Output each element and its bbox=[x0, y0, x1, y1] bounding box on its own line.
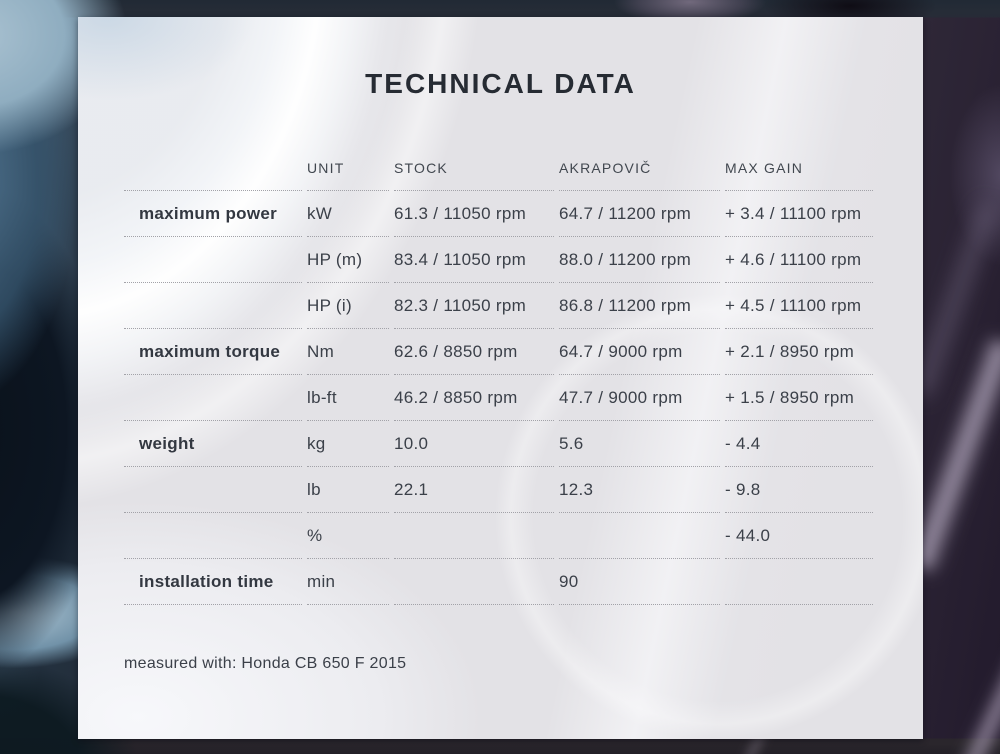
cell-stock: 46.2 / 8850 rpm bbox=[394, 375, 554, 421]
cell-stock: 61.3 / 11050 rpm bbox=[394, 191, 554, 237]
cell-stock bbox=[394, 559, 554, 605]
cell-akrapovic: 86.8 / 11200 rpm bbox=[559, 283, 720, 329]
measured-with-note: measured with: Honda CB 650 F 2015 bbox=[124, 655, 407, 672]
cell-max-gain: + 4.5 / 11100 rpm bbox=[725, 283, 873, 329]
header-akrapovic: AKRAPOVIČ bbox=[559, 145, 720, 191]
cell-max-gain: + 1.5 / 8950 rpm bbox=[725, 375, 873, 421]
cell-unit: kW bbox=[307, 191, 389, 237]
row-label: installation time bbox=[124, 559, 302, 605]
technical-data-table bbox=[124, 145, 873, 605]
cell-stock bbox=[394, 513, 554, 559]
cell-akrapovic: 64.7 / 9000 rpm bbox=[559, 329, 720, 375]
cell-unit: Nm bbox=[307, 329, 389, 375]
row-label: maximum torque bbox=[124, 329, 302, 375]
cell-unit: HP (i) bbox=[307, 283, 389, 329]
row-label bbox=[124, 283, 302, 329]
cell-stock: 62.6 / 8850 rpm bbox=[394, 329, 554, 375]
row-label bbox=[124, 375, 302, 421]
cell-unit: min bbox=[307, 559, 389, 605]
cell-akrapovic bbox=[559, 513, 720, 559]
cell-max-gain: - 9.8 bbox=[725, 467, 873, 513]
cell-unit: HP (m) bbox=[307, 237, 389, 283]
row-label bbox=[124, 513, 302, 559]
cell-akrapovic: 12.3 bbox=[559, 467, 720, 513]
cell-stock: 82.3 / 11050 rpm bbox=[394, 283, 554, 329]
cell-unit: lb bbox=[307, 467, 389, 513]
cell-stock: 10.0 bbox=[394, 421, 554, 467]
page-title: TECHNICAL DATA bbox=[365, 68, 636, 99]
cell-max-gain: + 3.4 / 11100 rpm bbox=[725, 191, 873, 237]
cell-max-gain bbox=[725, 559, 873, 605]
header-empty bbox=[124, 145, 302, 191]
cell-unit: lb-ft bbox=[307, 375, 389, 421]
cell-max-gain: - 4.4 bbox=[725, 421, 873, 467]
header-unit: UNIT bbox=[307, 145, 389, 191]
cell-akrapovic: 5.6 bbox=[559, 421, 720, 467]
cell-stock: 83.4 / 11050 rpm bbox=[394, 237, 554, 283]
cell-akrapovic: 90 bbox=[559, 559, 720, 605]
row-label: maximum power bbox=[124, 191, 302, 237]
cell-akrapovic: 64.7 / 11200 rpm bbox=[559, 191, 720, 237]
header-stock: STOCK bbox=[394, 145, 554, 191]
cell-max-gain: + 2.1 / 8950 rpm bbox=[725, 329, 873, 375]
cell-max-gain: - 44.0 bbox=[725, 513, 873, 559]
cell-unit: % bbox=[307, 513, 389, 559]
cell-stock: 22.1 bbox=[394, 467, 554, 513]
row-label bbox=[124, 237, 302, 283]
cell-akrapovic: 47.7 / 9000 rpm bbox=[559, 375, 720, 421]
row-label bbox=[124, 467, 302, 513]
technical-data-panel bbox=[78, 17, 923, 739]
cell-max-gain: + 4.6 / 11100 rpm bbox=[725, 237, 873, 283]
row-label: weight bbox=[124, 421, 302, 467]
header-max-gain: MAX GAIN bbox=[725, 145, 873, 191]
cell-akrapovic: 88.0 / 11200 rpm bbox=[559, 237, 720, 283]
cell-unit: kg bbox=[307, 421, 389, 467]
